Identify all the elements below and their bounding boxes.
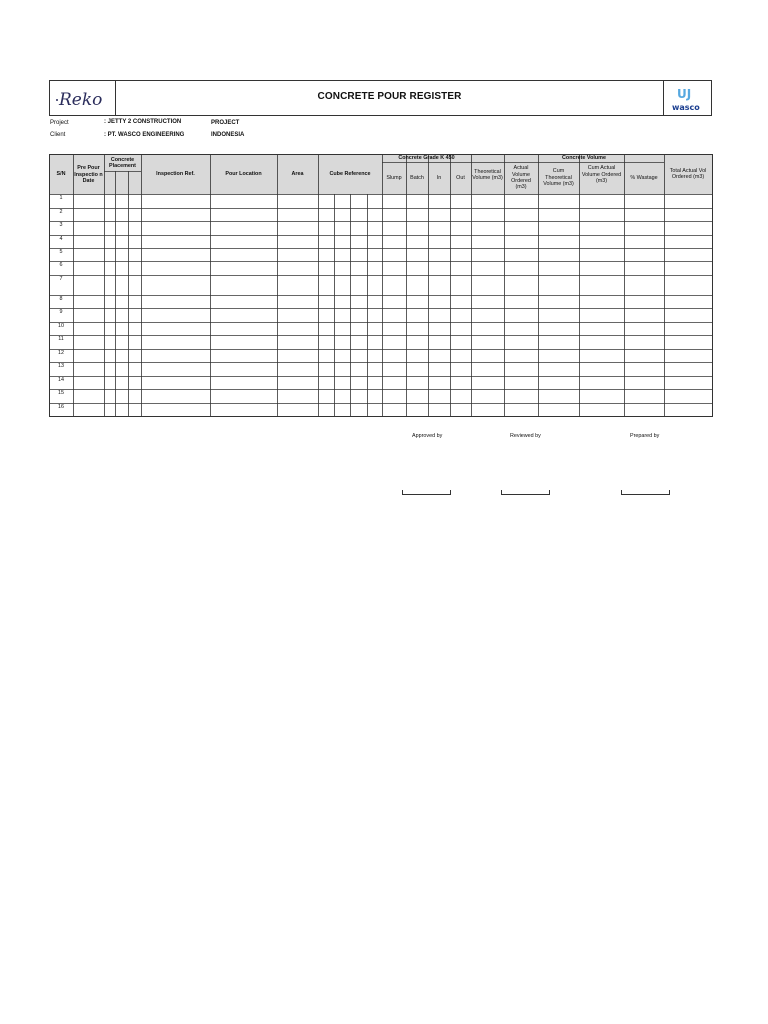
row-sn: 3 bbox=[59, 222, 63, 228]
approved-by-label: Approved by bbox=[412, 433, 443, 439]
row-sn: 10 bbox=[58, 323, 64, 329]
wasco-logo bbox=[663, 81, 711, 115]
header-actual-volume: Actual Volume Ordered (m3) bbox=[511, 165, 531, 191]
header-wastage: % Wastage bbox=[630, 174, 658, 181]
document-title: CONCRETE POUR REGISTER bbox=[317, 91, 462, 102]
header-inspection-ref: Inspection Ref. bbox=[156, 170, 195, 177]
row-sn: 5 bbox=[59, 249, 63, 255]
client-value-2: INDONESIA bbox=[211, 132, 245, 138]
approved-by-signature-line[interactable] bbox=[402, 489, 451, 495]
reviewed-by-signature-line[interactable] bbox=[501, 489, 550, 495]
svg-text:Reko: Reko bbox=[59, 90, 103, 110]
project-value-2: PROJECT bbox=[211, 120, 240, 126]
row-sn: 15 bbox=[58, 390, 64, 396]
header-concrete-grade: Concrete Grade K 450 bbox=[398, 154, 455, 161]
header-area: Area bbox=[291, 170, 304, 177]
project-value: : JETTY 2 CONSTRUCTION bbox=[104, 119, 182, 125]
header-cum-theoretical: Cum Theoretical Volume (m3) bbox=[543, 168, 574, 188]
reko-logo bbox=[50, 81, 116, 115]
header-pre-pour: Pre Pour Inspectio n Date bbox=[74, 165, 103, 185]
svg-text:wasco: wasco bbox=[672, 103, 700, 112]
prepared-by-signature-line[interactable] bbox=[621, 489, 670, 495]
header-cube-reference: Cube Reference bbox=[329, 170, 371, 177]
row-sn: 14 bbox=[58, 377, 64, 383]
header-total-actual: Total Actual Vol Ordered (m3) bbox=[669, 167, 707, 180]
header-sn: S/N bbox=[56, 170, 66, 177]
reviewed-by-label: Reviewed by bbox=[510, 433, 541, 439]
svg-text:UJ: UJ bbox=[677, 87, 692, 101]
row-sn: 7 bbox=[59, 276, 63, 282]
pour-register-table bbox=[49, 154, 713, 417]
header-in: In bbox=[436, 174, 442, 181]
header-batch: Batch bbox=[410, 174, 424, 181]
row-sn: 16 bbox=[58, 404, 64, 410]
header-out: Out bbox=[456, 174, 465, 181]
row-sn: 12 bbox=[58, 350, 64, 356]
row-sn: 2 bbox=[59, 209, 63, 215]
row-sn: 9 bbox=[59, 309, 63, 315]
project-label: Project bbox=[50, 120, 69, 126]
row-sn: 11 bbox=[58, 336, 64, 342]
header-concrete-volume: Concrete Volume bbox=[562, 154, 606, 161]
client-label: Client bbox=[50, 132, 66, 138]
header-cum-actual: Cum Actual Volume Ordered (m3) bbox=[581, 165, 622, 185]
document-header bbox=[49, 80, 712, 116]
row-sn: 1 bbox=[59, 195, 63, 201]
header-pour-location: Pour Location bbox=[225, 170, 262, 177]
row-sn: 8 bbox=[59, 296, 63, 302]
row-sn: 13 bbox=[58, 363, 64, 369]
row-sn: 6 bbox=[59, 262, 63, 268]
client-value: : PT. WASCO ENGINEERING bbox=[104, 132, 185, 138]
row-sn: 4 bbox=[59, 236, 63, 242]
prepared-by-label: Prepared by bbox=[630, 433, 660, 439]
header-concrete-placement: Concrete Placement bbox=[109, 156, 136, 169]
header-slump: Slump bbox=[386, 174, 402, 181]
header-theoretical-volume: Theoretical Volume (m3) bbox=[472, 168, 503, 181]
